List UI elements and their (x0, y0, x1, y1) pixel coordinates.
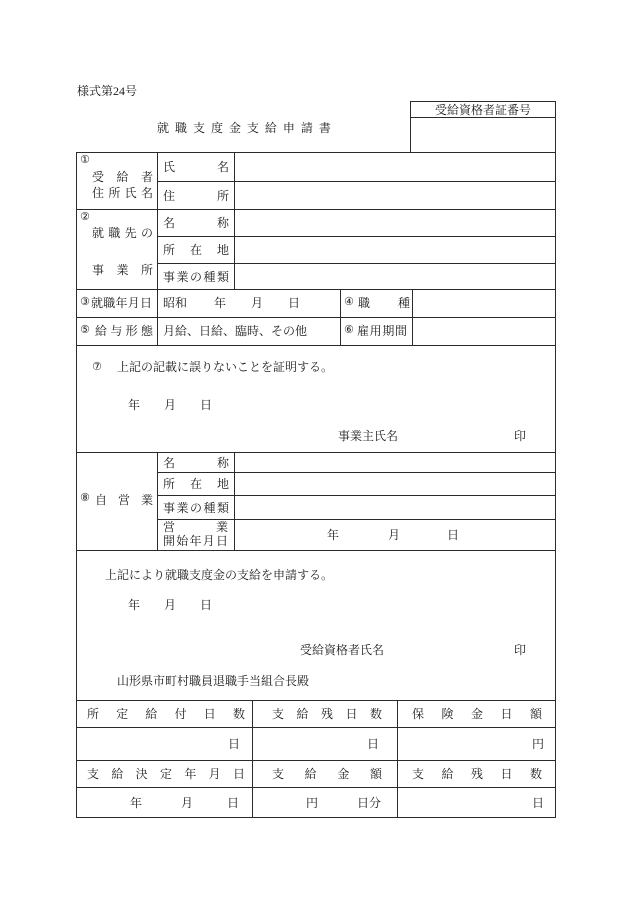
section-number-3: ③ (80, 295, 90, 308)
payment-days-unit: 日分 (357, 796, 382, 810)
application-date-month-unit: 月 (164, 598, 177, 612)
employer-section-heading (76, 209, 158, 290)
self-employment-location-label-cell (157, 472, 235, 496)
payment-decision-date-label: 支 給 決 定 年 月 日 (87, 767, 245, 781)
application-statement: 上記により就職支度金の支給を申請する。 (105, 568, 334, 582)
occupation-label: 職 種 (358, 296, 410, 310)
remaining-days-label: 支 給 残 日 数 (272, 707, 382, 721)
section-number-7: ⑦ (92, 360, 102, 373)
certificate-number-label: 受給資格者証番号 (434, 102, 531, 117)
insurance-daily-amount-unit: 円 (531, 737, 544, 751)
employer-certification-section (76, 345, 556, 453)
self-employment-start-label-cell (157, 519, 235, 551)
self-employment-location-field (234, 472, 556, 496)
recipient-name-label-cell (157, 152, 235, 182)
self-employment-business-type-field (234, 495, 556, 520)
employer-heading-line2: 事 業 所 (92, 263, 153, 277)
remaining-payment-days-header (397, 760, 556, 788)
payment-amount-label: 支 給 金 額 (272, 767, 382, 781)
employer-seal-mark: 印 (514, 429, 527, 443)
remaining-days-header (252, 700, 398, 728)
self-employment-heading (76, 452, 158, 551)
payment-amount-header (252, 760, 398, 788)
recipient-name-label: 氏 名 (163, 160, 229, 174)
employer-heading-line1: 就 職 先 の (92, 226, 153, 240)
employer-business-type-label-cell (157, 263, 235, 290)
application-date-day-unit: 日 (200, 598, 213, 612)
application-addressee: 山形県市町村職員退職手当組合長殿 (117, 674, 310, 688)
self-employment-label: 自 営 業 (95, 493, 153, 507)
employment-date-label: 就 職 年 月 日 (91, 296, 152, 310)
section-number-6: ⑥ (344, 323, 354, 336)
employer-location-label-cell (157, 236, 235, 264)
employer-signer-label: 事業主氏名 (338, 429, 399, 443)
start-date-month-unit: 月 (388, 528, 401, 542)
pay-type-options: 月給、日給、臨時、その他 (163, 324, 308, 338)
certificate-number-header (410, 101, 556, 118)
self-employment-business-type-label: 事 業 の 種 類 (163, 500, 229, 515)
start-date-year-unit: 年 (327, 528, 340, 542)
start-date-day-unit: 日 (447, 528, 460, 542)
self-employment-name-label: 名 称 (163, 455, 229, 470)
occupation-heading (340, 289, 413, 318)
self-employment-start-date-field (234, 519, 556, 551)
recipient-section-heading (76, 152, 158, 210)
payment-decision-date-field (76, 787, 253, 818)
recipient-heading-line2: 住 所 氏 名 (92, 186, 153, 200)
certification-date-day-unit: 日 (200, 398, 213, 412)
prescribed-benefit-days-unit: 日 (227, 737, 240, 751)
self-employment-start-label-line2: 開 始 年 月 日 (163, 534, 228, 548)
self-employment-start-label-line1: 営 業 (163, 520, 228, 534)
self-employment-business-type-label-cell (157, 495, 235, 520)
pay-type-label: 給 与 形 態 (95, 324, 153, 338)
applicant-name-label: 受給資格者氏名 (300, 643, 385, 657)
certification-date-year-unit: 年 (128, 398, 141, 412)
employment-period-field (412, 317, 556, 346)
insurance-daily-amount-field (397, 727, 556, 761)
section-number-5: ⑤ (80, 323, 90, 336)
applicant-seal-mark: 印 (514, 643, 527, 657)
form-number: 様式第24号 (77, 84, 138, 98)
employer-name-field (234, 209, 556, 237)
employer-location-label: 所 在 地 (163, 243, 229, 257)
section-number-4: ④ (344, 295, 354, 308)
payment-amount-field (252, 787, 398, 818)
pay-type-field (157, 317, 341, 346)
remaining-payment-days-unit: 日 (531, 795, 544, 810)
certification-date-month-unit: 月 (164, 398, 177, 412)
remaining-days-unit: 日 (366, 737, 379, 751)
self-employment-name-field (234, 452, 556, 473)
self-employment-name-label-cell (157, 452, 235, 473)
section-number-2: ② (80, 210, 90, 223)
recipient-name-field (234, 152, 556, 182)
self-employment-location-label: 所 在 地 (163, 477, 229, 491)
form-title: 就 職 支 度 金 支 給 申 請 書 (157, 121, 331, 135)
certificate-number-field (410, 117, 556, 153)
decision-date-month-unit: 月 (181, 796, 194, 810)
recipient-address-field (234, 181, 556, 210)
pay-type-heading (76, 317, 158, 346)
insurance-daily-amount-label: 保 険 金 日 額 (412, 707, 542, 721)
payment-amount-unit: 円 (306, 796, 319, 810)
employment-date-field (157, 289, 341, 318)
employment-date-era: 昭和 (163, 296, 188, 310)
recipient-address-label-cell (157, 181, 235, 210)
employer-name-label-cell (157, 209, 235, 237)
employment-date-heading (76, 289, 158, 318)
employer-certification-statement: 上記の記載に誤りないことを証明する。 (117, 360, 334, 374)
decision-date-year-unit: 年 (130, 796, 143, 810)
recipient-address-label: 住 所 (163, 188, 229, 203)
payment-decision-date-header (76, 760, 253, 788)
application-section (76, 550, 556, 701)
insurance-daily-amount-header (397, 700, 556, 728)
remaining-payment-days-field (397, 787, 556, 818)
remaining-days-field (252, 727, 398, 761)
application-date-year-unit: 年 (128, 598, 141, 612)
decision-date-day-unit: 日 (227, 796, 240, 810)
employer-business-type-field (234, 263, 556, 290)
employer-name-label: 名 称 (163, 216, 229, 230)
prescribed-benefit-days-label: 所 定 給 付 日 数 (87, 707, 245, 721)
employment-period-heading (340, 317, 413, 346)
employment-date-year-unit: 年 (214, 296, 227, 310)
prescribed-benefit-days-field (76, 727, 253, 761)
recipient-heading-line1: 受 給 者 (92, 170, 153, 184)
section-number-1: ① (80, 153, 90, 166)
section-number-8: ⑧ (80, 491, 90, 504)
employer-location-field (234, 236, 556, 264)
remaining-payment-days-label: 支 給 残 日 数 (412, 767, 542, 781)
employment-period-label: 雇 用 期 間 (357, 324, 407, 338)
employment-date-month-unit: 月 (251, 296, 264, 310)
employer-business-type-label: 事 業 の 種 類 (163, 269, 229, 284)
occupation-field (412, 289, 556, 318)
prescribed-benefit-days-header (76, 700, 253, 728)
employment-date-day-unit: 日 (288, 296, 301, 310)
